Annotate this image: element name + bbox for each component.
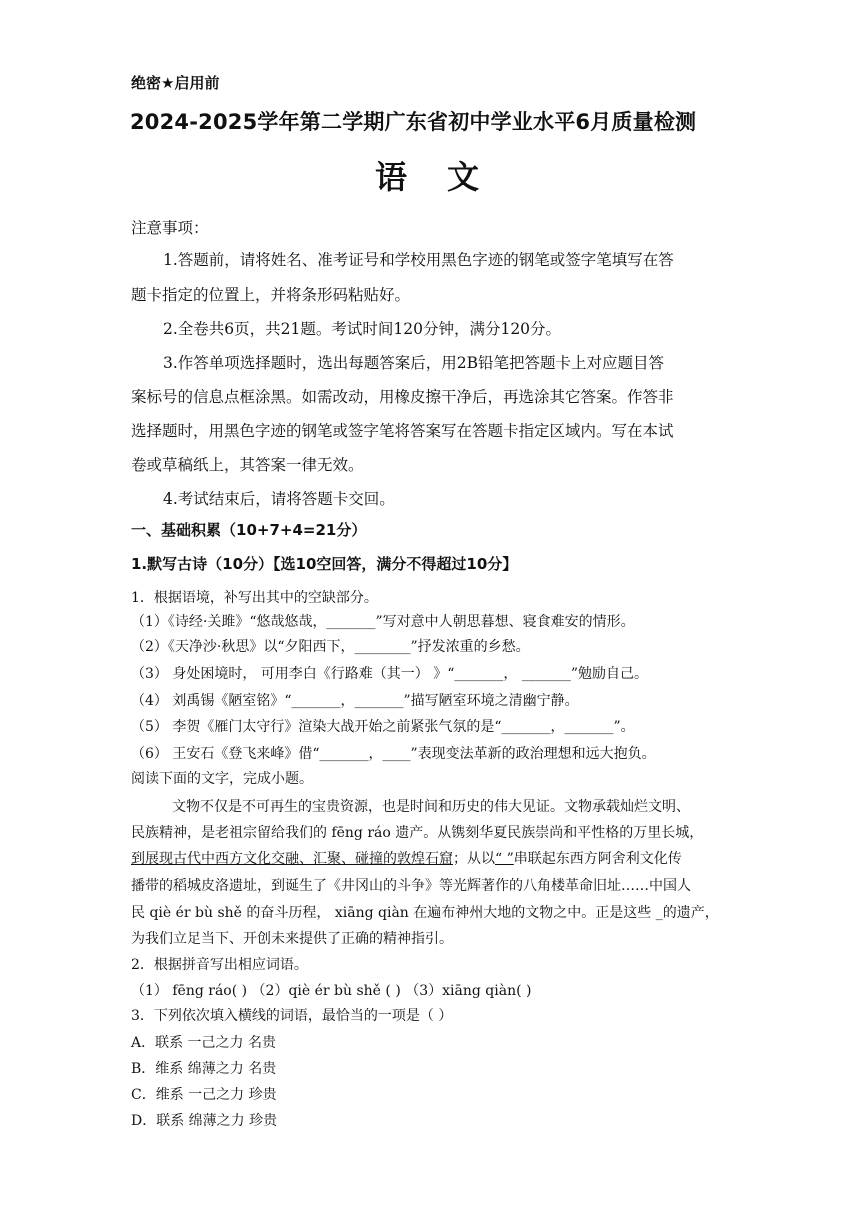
question-1-item-4: （4） 刘禹锡《陋室铭》“_______，_______”描写陋室环境之清幽宁静。 [131, 693, 579, 709]
question-1-item-3: （3） 身处困境时， 可用李白《行路难（其一） 》“_______， _______”勉励自己。 [131, 666, 649, 682]
notice-item-2: 2.全卷共6页，共21题。考试时间120分钟，满分120分。 [163, 320, 562, 338]
option-b: B．维系 绵薄之力 名贵 [131, 1061, 277, 1077]
question-1-item-2: （2）《天净沙·秋思》以“夕阳西下，________”抒发浓重的乡愁。 [131, 639, 530, 655]
notice-item-3b: 案标号的信息点框涂黑。如需改动，用橡皮擦干净后，再选涂其它答案。作答非 [131, 388, 674, 406]
underlined-phrase: 到展现古代中西方文化交融、汇聚、碰撞的敦煌石窟 [131, 851, 453, 867]
question-3: 3．下列依次填入横线的词语，最恰当的一项是（ ） [131, 1008, 453, 1024]
subject-title: 语文 [375, 158, 520, 196]
exam-title: 2024-2025学年第二学期广东省初中学业水平6月质量检测 [130, 110, 697, 134]
question-1-heading: 1.默写古诗（10分）【选10空回答，满分不得超过10分】 [131, 555, 518, 573]
option-c: C．维系 一己之力 珍贵 [131, 1087, 277, 1103]
notice-item-1a: 1.答题前，请将姓名、准考证号和学校用黑色字迹的钢笔或签字笔填写在答 [163, 251, 674, 269]
passage-line-1: 文物不仅是不可再生的宝贵资源，也是时间和历史的伟大见证。文物承载灿烂文明、 [172, 799, 690, 815]
question-1-item-1: （1）《诗经·关雎》“悠哉悠哉，_______”写对意中人朝思暮想、寝食难安的情形。 [131, 614, 635, 630]
notice-item-3d: 卷或草稿纸上，其答案一律无效。 [131, 456, 364, 474]
passage-line-3-end: 串联起东西方阿舍利文化传 [513, 851, 682, 867]
question-2: 2．根据拼音写出相应词语。 [131, 957, 308, 973]
question-1-item-6: （6） 王安石《登飞来峰》借“_______，____”表现变法革新的政治理想和远大抱负。 [131, 746, 656, 762]
option-d: D．联系 绵薄之力 珍贵 [131, 1113, 278, 1129]
question-2-items: （1） fēng ráo( ) （2）qiè ér bù shě ( ) （3）xiāng qiàn( ) [131, 983, 532, 999]
question-1-intro: 1．根据语境，补写出其中的空缺部分。 [131, 590, 378, 606]
notice-item-1b: 题卡指定的位置上，并将条形码粘贴好。 [131, 286, 411, 304]
notice-heading: 注意事项： [131, 219, 209, 237]
passage-line-4: 播带的稻城皮洛遗址，到诞生了《井冈山的斗争》等光辉著作的八角楼革命旧址……中国人 [131, 878, 691, 894]
section-heading: 一、基础积累（10+7+4=21分） [131, 521, 367, 539]
passage-line-3-mid: ；从以 [453, 851, 495, 867]
confidential-label: 绝密★启用前 [131, 74, 220, 92]
passage-line-5: 民 qiè ér bù shě 的奋斗历程， xiāng qiàn 在遍布神州大地的文物之中。正是这些 _的遗产， [131, 905, 719, 921]
notice-item-3a: 3.作答单项选择题时，选出每题答案后，用2B铅笔把答题卡上对应题目答 [163, 354, 665, 372]
option-a: A．联系 一己之力 名贵 [131, 1035, 277, 1051]
passage-line-6: 为我们立足当下、开创未来提供了正确的精神指引。 [131, 931, 453, 947]
notice-item-4: 4.考试结束后，请将答题卡交回。 [163, 490, 395, 508]
passage-line-3 [131, 848, 682, 868]
notice-item-3c: 选择题时，用黑色字迹的钢笔或签字笔将答案写在答题卡指定区域内。写在本试 [131, 422, 674, 440]
quote-blank: “ ” [495, 851, 514, 867]
question-1-item-5: （5） 李贺《雁门太守行》渲染大战开始之前紧张气氛的是“_______，_______”。 [131, 719, 635, 735]
passage-line-2: 民族精神，是老祖宗留给我们的 fēng ráo 遗产。从镌刻华夏民族崇尚和平性格的万里长城， [131, 825, 704, 841]
reading-intro: 阅读下面的文字，完成小题。 [131, 771, 313, 787]
